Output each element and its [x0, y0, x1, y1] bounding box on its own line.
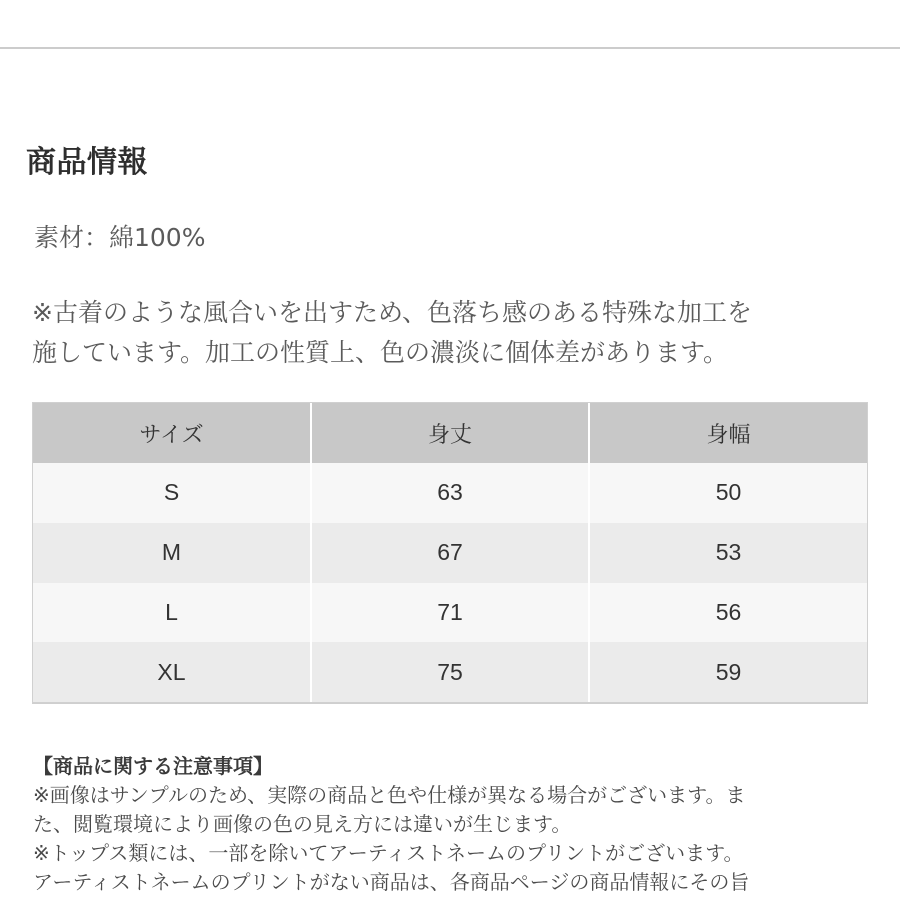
- cell-width: 59: [589, 642, 867, 702]
- cell-length: 67: [311, 523, 589, 583]
- caution-line: ※画像はサンプルのため、実際の商品と色や仕様が異なる場合がございます。ま: [33, 783, 746, 807]
- caution-line: ※トップス類には、一部を除いてアーティストネームのプリントがございます。: [33, 841, 744, 865]
- table-row: [33, 523, 867, 583]
- cell-length: 71: [311, 583, 589, 643]
- processing-note-line: 施しています。加工の性質上、色の濃淡に個体差があります。: [32, 338, 729, 367]
- size-table: [33, 403, 867, 702]
- table-row: [33, 583, 867, 643]
- size-table-body: [33, 463, 867, 702]
- top-divider: [0, 47, 900, 49]
- cell-size: L: [165, 598, 178, 625]
- section-title: 商品情報: [26, 145, 148, 180]
- size-table-header: [33, 403, 867, 463]
- cautions-title: 【商品に関する注意事項】: [33, 754, 273, 778]
- cell-length: 63: [311, 463, 589, 523]
- column-header-width: 身幅: [589, 403, 867, 463]
- caution-line: た、閲覧環境により画像の色の見え方には違いが生じます。: [33, 812, 572, 836]
- cell-width: 50: [589, 463, 867, 523]
- processing-note-line: ※古着のような風合いを出すため、色落ち感のある特殊な加工を: [32, 298, 752, 327]
- cell-size: S: [163, 479, 180, 506]
- cell-width: 53: [589, 523, 867, 583]
- table-row: [33, 463, 867, 523]
- cell-length: 75: [311, 642, 589, 702]
- table-header-row: [33, 403, 867, 463]
- cell-size: XL: [157, 658, 186, 685]
- table-row: [33, 642, 867, 702]
- processing-note: [32, 293, 892, 373]
- caution-line: アーティストネームのプリントがない商品は、各商品ページの商品情報にその旨: [33, 870, 750, 894]
- column-header-length: 身丈: [311, 403, 589, 463]
- column-header-size: サイズ: [139, 422, 204, 448]
- cell-width: 56: [589, 583, 867, 643]
- cell-size: M: [161, 539, 182, 566]
- cautions-section: [33, 752, 893, 897]
- material-info: 素材：綿100%: [34, 223, 206, 252]
